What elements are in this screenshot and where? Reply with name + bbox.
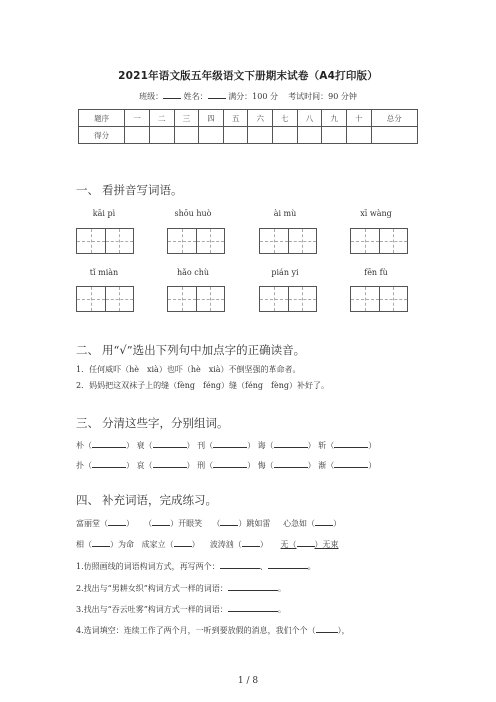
char-item: 渐（ ）: [318, 461, 377, 470]
section-number: 四、: [76, 493, 99, 507]
section-title: 分清这些字，分别组词。: [102, 416, 229, 430]
score-header-cell: 五: [223, 110, 248, 127]
score-header-cell: 四: [199, 110, 224, 127]
writing-grid[interactable]: [167, 228, 225, 254]
score-header-cell: 六: [248, 110, 273, 127]
score-header-cell: 九: [322, 110, 347, 127]
answer-blank[interactable]: [220, 517, 238, 526]
word-group-row: [76, 439, 376, 451]
writing-grid[interactable]: [350, 286, 408, 312]
answer-blank[interactable]: [152, 517, 170, 526]
answer-blank[interactable]: [242, 538, 260, 547]
score-cell[interactable]: [297, 127, 322, 144]
answer-blank[interactable]: [334, 459, 368, 468]
answer-blank[interactable]: [174, 538, 192, 547]
writing-grid[interactable]: [167, 286, 225, 312]
answer-blank[interactable]: [228, 603, 278, 612]
full-score: 满分：100 分: [228, 92, 278, 101]
score-header-row: [79, 110, 418, 127]
section-2-heading: [76, 342, 305, 358]
score-cell[interactable]: [371, 127, 417, 144]
answer-blank[interactable]: [220, 560, 260, 569]
answer-blank[interactable]: [274, 439, 308, 448]
score-header-cell: 十: [346, 110, 371, 127]
char-item: 刊（ ）: [197, 441, 256, 450]
char-item: 扑（ ）: [76, 461, 134, 470]
answer-blank[interactable]: [92, 538, 110, 547]
answer-blank[interactable]: [153, 459, 187, 468]
pinyin-label: kāi pì: [92, 209, 116, 218]
answer-blank[interactable]: [297, 538, 315, 547]
exam-info: [0, 90, 496, 102]
score-header-cell: 一: [125, 110, 150, 127]
pinyin-label: pián yi: [271, 268, 299, 277]
answer-blank[interactable]: [315, 517, 333, 526]
char-item: 诲（ ）: [257, 441, 316, 450]
answer-blank[interactable]: [108, 517, 126, 526]
class-label: 班级：: [139, 92, 164, 101]
answer-blank[interactable]: [228, 582, 278, 591]
pinyin-label: xī wàng: [360, 209, 392, 218]
section-title: 补充词语，完成练习。: [102, 493, 217, 507]
score-cell[interactable]: [125, 127, 150, 144]
score-cell[interactable]: [248, 127, 273, 144]
score-header-cell: 三: [174, 110, 199, 127]
question-line: 3.找出与“吞云吐雾”构词方式一样的词语： 。: [76, 605, 286, 614]
answer-blank[interactable]: [153, 439, 187, 448]
score-cell[interactable]: [273, 127, 298, 144]
answer-blank[interactable]: [92, 439, 126, 448]
answer-blank[interactable]: [334, 439, 368, 448]
question-line: 4.选词填空：连续工作了两个月，一听到要放假的消息，我们个个（ ），: [76, 626, 350, 635]
pinyin-label: hǎo chù: [176, 268, 210, 277]
section-1-heading: [76, 182, 183, 198]
section-3-heading: [76, 415, 229, 431]
score-table: [78, 109, 418, 144]
word-group-row: [76, 459, 376, 471]
answer-blank[interactable]: [213, 439, 247, 448]
section-number: 一、: [76, 183, 99, 197]
name-label: 姓名：: [183, 92, 208, 101]
pinyin-label: ài mù: [273, 209, 297, 218]
pinyin-label: tǐ miàn: [89, 268, 119, 277]
score-cell[interactable]: [199, 127, 224, 144]
answer-blank[interactable]: [268, 560, 308, 569]
score-cell[interactable]: [149, 127, 174, 144]
score-header-cell: 二: [149, 110, 174, 127]
char-item: 衰（ ）: [136, 441, 195, 450]
pinyin-label: fēn fù: [364, 268, 388, 277]
score-header-cell: 总分: [371, 110, 417, 127]
answer-blank[interactable]: [213, 459, 247, 468]
writing-grid[interactable]: [259, 228, 317, 254]
score-header-cell: 八: [297, 110, 322, 127]
score-header-cell: 题序: [79, 110, 125, 127]
idiom-row: 相（ ）为命 成家立（ ） 波涛汹（ ） 无（ ）无束: [76, 540, 339, 549]
name-blank[interactable]: [208, 90, 226, 99]
section-4-heading: [76, 492, 217, 508]
section-title: 用“√”选出下列句中加点字的正确读音。: [102, 343, 306, 357]
answer-blank[interactable]: [92, 459, 126, 468]
char-item: 悔（ ）: [257, 461, 316, 470]
section-title: 看拼音写词语。: [102, 183, 183, 197]
score-cell[interactable]: [346, 127, 371, 144]
writing-grid[interactable]: [76, 286, 134, 312]
answer-blank[interactable]: [316, 624, 338, 633]
score-cell[interactable]: [223, 127, 248, 144]
class-blank[interactable]: [163, 90, 181, 99]
page-number: 1 / 8: [237, 676, 259, 686]
question-line: 2．妈妈把这双袜子上的缝（fèng féng）缝（féng fèng）补好了。: [76, 381, 329, 390]
writing-grid[interactable]: [76, 228, 134, 254]
char-item: 斩（ ）: [318, 441, 377, 450]
score-row-label: 得分: [79, 127, 125, 144]
answer-blank[interactable]: [274, 459, 308, 468]
idiom-row: 富丽堂（ ） （ ）开眼笑 （ ）跳如雷 心急如（ ）: [76, 519, 342, 528]
page-title: 2021年语文版五年级语文下册期末试卷（A4打印版）: [118, 70, 378, 82]
char-item: 哀（ ）: [136, 461, 195, 470]
section-number: 三、: [76, 416, 99, 430]
score-cell[interactable]: [322, 127, 347, 144]
char-item: 刑（ ）: [197, 461, 256, 470]
score-header-cell: 七: [273, 110, 298, 127]
section-number: 二、: [76, 343, 99, 357]
pinyin-label: shōu huò: [174, 209, 212, 218]
question-line: 1．任何威吓（hè xià）也吓（hè xià）不倒坚强的革命者。: [76, 365, 301, 374]
score-cell[interactable]: [174, 127, 199, 144]
question-line: 2.找出与“男耕女织”构词方式一样的词语： 。: [76, 584, 286, 593]
writing-grid[interactable]: [259, 286, 317, 312]
score-row: [79, 127, 418, 144]
char-item: 朴（ ）: [76, 441, 134, 450]
question-line: 1.仿照画线的词语构词方式，再写两个： 、 。: [76, 562, 316, 571]
exam-time: 考试时间：90 分钟: [288, 92, 357, 101]
writing-grid[interactable]: [350, 228, 408, 254]
